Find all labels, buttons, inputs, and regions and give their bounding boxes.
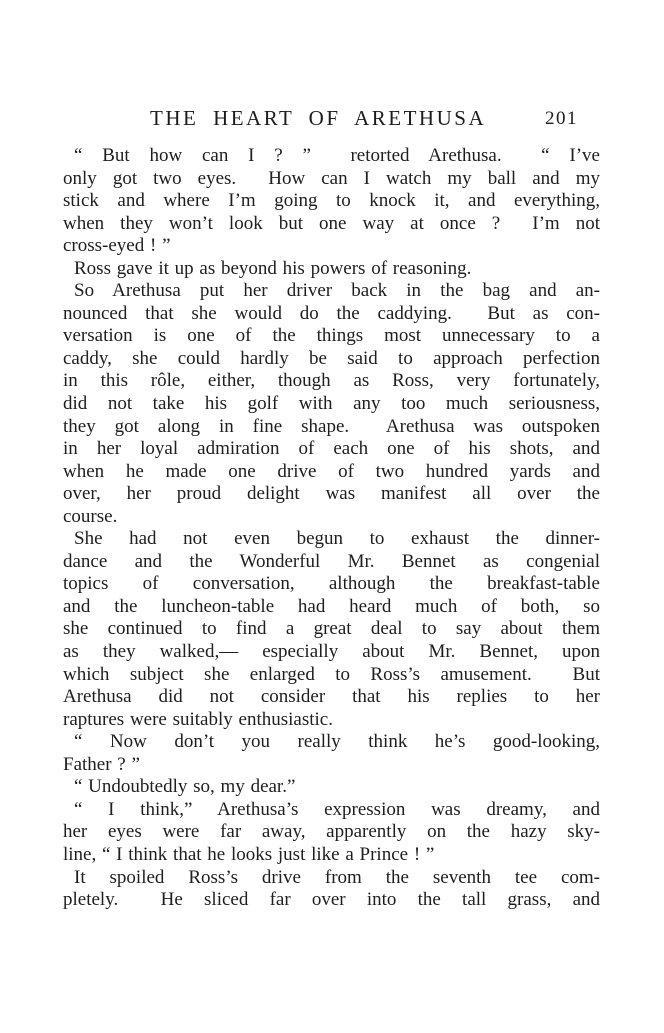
text-line: cross-eyed ! ” bbox=[63, 235, 171, 257]
running-title: THE HEART OF ARETHUSA bbox=[149, 106, 487, 130]
text-line: which subject she enlarged to Ross’s amusement. But bbox=[63, 663, 600, 685]
text-line: Arethusa did not consider that his replies to her bbox=[63, 686, 600, 708]
text-line: caddy, she could hardly be said to approach perfection bbox=[63, 347, 600, 369]
text-line: in her loyal admiration of each one of his shots, and bbox=[63, 438, 600, 460]
text-line: her eyes were far away, apparently on the hazy sky- bbox=[63, 821, 600, 843]
text-line: only got two eyes. How can I watch my ball and my bbox=[63, 167, 600, 189]
text-line: dance and the Wonderful Mr. Bennet as congenial bbox=[63, 550, 600, 572]
text-line: over, her proud delight was manifest all over the bbox=[63, 483, 600, 505]
page-header bbox=[63, 106, 600, 134]
text-line: did not take his golf with any too much seriousness, bbox=[63, 393, 600, 415]
text-line: “ Undoubtedly so, my dear.” bbox=[74, 776, 296, 798]
text-line: topics of conversation, although the breakfast-table bbox=[63, 573, 600, 595]
text-line: they got along in fine shape. Arethusa was outspoken bbox=[63, 415, 600, 437]
text-line: “ Now don’t you really think he’s good-looking, bbox=[74, 731, 600, 753]
text-line: line, “ I think that he looks just like a Prince ! ” bbox=[63, 843, 435, 865]
text-line: in this rôle, either, though as Ross, very fortunately, bbox=[63, 370, 600, 392]
text-line: nounced that she would do the caddying. But as con- bbox=[63, 302, 600, 324]
page-number: 201 bbox=[545, 108, 578, 129]
text-line: So Arethusa put her driver back in the bag and an- bbox=[74, 280, 600, 302]
text-line: “ But how can I ? ” retorted Arethusa. “ I’ve bbox=[74, 145, 600, 166]
text-line: when they won’t look but one way at once ? I’m not bbox=[63, 212, 600, 234]
text-line: “ I think,” Arethusa’s expression was dreamy, and bbox=[74, 798, 600, 820]
text-line: She had not even begun to exhaust the dinner- bbox=[74, 528, 600, 550]
body-text bbox=[63, 145, 600, 912]
text-line: It spoiled Ross’s drive from the seventh tee com- bbox=[74, 866, 600, 888]
text-line: course. bbox=[63, 505, 118, 527]
text-line: as they walked,— especially about Mr. Bennet, upon bbox=[63, 641, 600, 663]
text-line: Ross gave it up as beyond his powers of reasoning. bbox=[74, 257, 472, 279]
text-line: Father ? ” bbox=[63, 753, 140, 775]
text-line: she continued to find a great deal to say about them bbox=[63, 618, 600, 640]
text-line: raptures were suitably enthusiastic. bbox=[63, 708, 333, 730]
text-line: pletely. He sliced far over into the tall grass, and bbox=[63, 889, 600, 911]
text-line: versation is one of the things most unnecessary to a bbox=[63, 325, 600, 347]
text-line: and the luncheon-table had heard much of both, so bbox=[63, 595, 600, 617]
text-line: when he made one drive of two hundred yards and bbox=[63, 460, 600, 482]
text-line: stick and where I’m going to knock it, and everything, bbox=[63, 190, 600, 212]
